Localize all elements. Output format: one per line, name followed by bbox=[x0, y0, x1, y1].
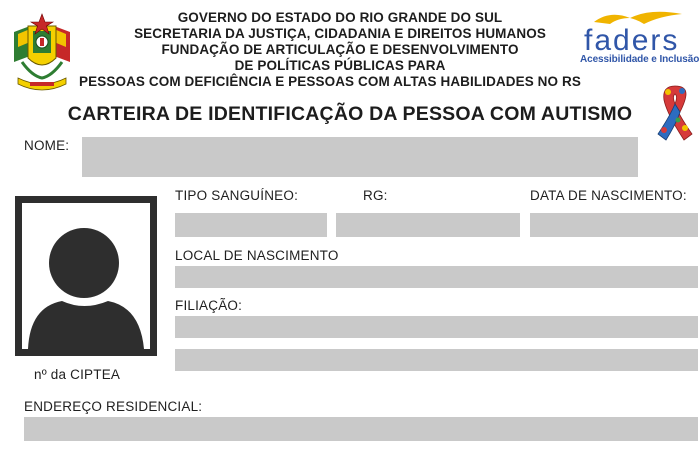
faders-tagline: Acessibilidade e Inclusão bbox=[580, 54, 700, 65]
data-nascimento-label: DATA DE NASCIMENTO: bbox=[530, 188, 687, 203]
header-politicas: DE POLÍTICAS PÚBLICAS PARA bbox=[234, 58, 446, 73]
nome-field bbox=[82, 137, 638, 177]
nome-label: NOME: bbox=[24, 138, 70, 153]
tipo-sanguineo-label: TIPO SANGUÍNEO: bbox=[175, 188, 299, 203]
local-nascimento-label: LOCAL DE NASCIMENTO bbox=[175, 248, 339, 263]
filiacao-label: FILIAÇÃO: bbox=[175, 298, 243, 313]
person-silhouette-icon bbox=[22, 203, 150, 349]
data-nascimento-field bbox=[530, 213, 698, 237]
tipo-sanguineo-field bbox=[175, 213, 327, 237]
local-nascimento-field bbox=[175, 266, 698, 288]
rg-field bbox=[336, 213, 520, 237]
filiacao-field-2 bbox=[175, 349, 698, 371]
ciptea-label: nº da CIPTEA bbox=[34, 367, 121, 382]
header-government: GOVERNO DO ESTADO DO RIO GRANDE DO SUL bbox=[177, 10, 503, 25]
photo-placeholder bbox=[22, 203, 150, 349]
endereco-label: ENDEREÇO RESIDENCIAL: bbox=[24, 399, 203, 414]
header-secretaria: SECRETARIA DA JUSTIÇA, CIDADANIA E DIREITOS HUMANOS bbox=[134, 26, 546, 41]
endereco-field bbox=[24, 417, 698, 441]
filiacao-field-1 bbox=[175, 316, 698, 338]
card-title: CARTEIRA DE IDENTIFICAÇÃO DA PESSOA COM AUTISMO bbox=[67, 103, 633, 125]
header-fundacao: FUNDAÇÃO DE ARTICULAÇÃO E DESENVOLVIMENTO bbox=[161, 42, 519, 57]
faders-logo-text: faders bbox=[584, 24, 680, 57]
photo-frame bbox=[15, 196, 157, 356]
rg-label: RG: bbox=[363, 188, 388, 203]
header-pessoas: PESSOAS COM DEFICIÊNCIA E PESSOAS COM ALTAS HABILIDADES NO RS bbox=[79, 74, 581, 89]
